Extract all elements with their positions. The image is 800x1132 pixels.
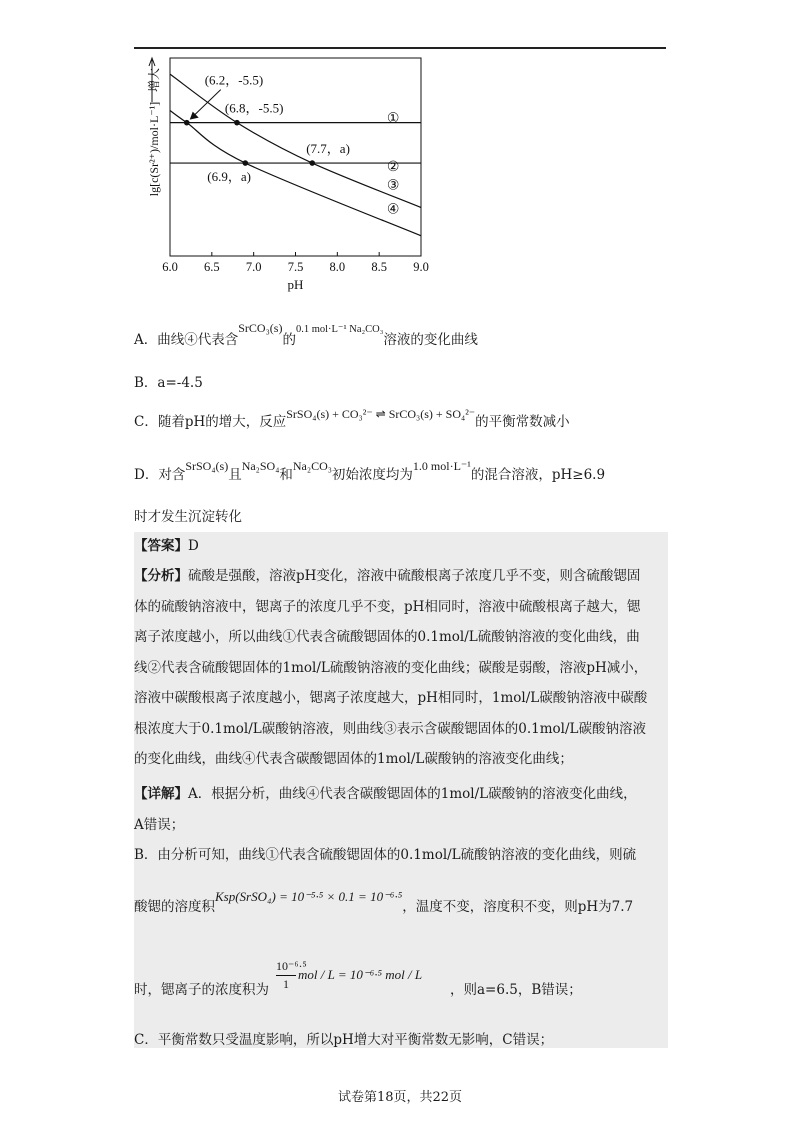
- option-d-formula-2: Na₂SO₄: [241, 459, 280, 473]
- option-d-formula-4: 1.0 mol·L⁻¹: [412, 459, 471, 473]
- y-arrow-label: 增大: [147, 67, 161, 93]
- x-tick-label: 6.0: [162, 260, 178, 274]
- x-tick-label: 8.5: [371, 260, 387, 274]
- analysis-line: 离子浓度越小，所以曲线①代表含硫酸锶固体的0.1mol/L硫酸钠溶液的变化曲线，曲: [134, 629, 640, 645]
- option-c-formula: SrSO₄(s) + CO₃²⁻ ⇌ SrCO₃(s) + SO₄²⁻: [286, 407, 476, 421]
- fraction: [276, 958, 307, 993]
- point-label: (6.9，a): [207, 169, 251, 185]
- data-point: [234, 120, 240, 126]
- analysis-label: 【分析】: [134, 568, 188, 584]
- detail-b-text-3: 时，锶离子的浓度积为: [134, 982, 269, 998]
- point-label: (7.7，a): [306, 141, 350, 157]
- option-d-text-4: 初始浓度均为: [331, 467, 413, 483]
- analysis-line: 溶液中碳酸根离子浓度越小，锶离子浓度越大，pH相同时，1mol/L碳酸钠溶液中碳酸: [134, 690, 648, 706]
- plot-frame: [170, 58, 421, 256]
- detail-line: [134, 779, 664, 810]
- detail-b-text: 酸锶的溶度积: [134, 899, 215, 915]
- option-a-text-2: 的: [282, 332, 296, 348]
- option-d-text-3: 和: [279, 467, 293, 483]
- option-a-formula-2: 0.1 mol·L⁻¹ Na₂CO₃: [295, 324, 384, 335]
- x-tick-label: 7.5: [287, 260, 304, 274]
- data-point: [184, 120, 190, 126]
- page-footer: 试卷第18页，共22页: [337, 1090, 463, 1105]
- series-label-1: ①: [386, 111, 400, 127]
- detail-c: C．平衡常数只受温度影响，所以pH增大对平衡常数无影响，C错误；: [134, 1032, 554, 1048]
- point-label: (6.8，-5.5): [224, 100, 284, 116]
- fraction-denominator: 1: [283, 977, 289, 991]
- series-label-3: ③: [386, 178, 400, 194]
- detail-b-conc-line: [134, 980, 269, 1000]
- analysis-line: 根浓度大于0.1mol/L碳酸钠溶液，则曲线③表示含碳酸锶固体的0.1mol/L碳酸钠溶液: [134, 720, 646, 737]
- option-c-text: C．随着pH的增大，反应: [134, 414, 287, 430]
- option-b: B．a=-4.5: [134, 375, 203, 391]
- analysis-line: 的变化曲线，曲线④代表含碳酸锶固体的1mol/L碳酸钠的溶液变化曲线；: [134, 751, 573, 767]
- option-d-text: D．对含: [134, 467, 186, 483]
- analysis-block: [134, 561, 664, 775]
- analysis-text: 硫酸是强酸，溶液pH变化，溶液中硫酸根离子浓度几乎不变，则含硫酸锶固: [188, 568, 641, 584]
- option-c: [134, 407, 570, 432]
- concentration-formula: mol / L = 10⁻⁶·⁵ mol / L: [298, 967, 423, 982]
- detail-line: B．由分析可知，曲线①代表含硫酸锶固体的0.1mol/L硫酸钠溶液的变化曲线，则硫: [134, 847, 637, 863]
- detail-line: A错误；: [134, 816, 185, 833]
- ksp-formula: Ksp(SrSO₄) = 10⁻⁵·⁵ × 0.1 = 10⁻⁶·⁵: [215, 889, 403, 904]
- detail-text: A．根据分析，曲线④代表含碳酸锶固体的1mol/L碳酸钠的溶液变化曲线，: [188, 786, 637, 802]
- x-tick-label: 7.0: [245, 260, 262, 274]
- detail-block: [134, 779, 664, 871]
- series-label-4: ④: [386, 202, 400, 218]
- data-point: [309, 160, 315, 166]
- option-d: [134, 459, 606, 485]
- answer-value: D: [188, 538, 199, 554]
- analysis-line: [134, 561, 664, 592]
- answer-label: 【答案】: [134, 538, 188, 554]
- x-tick-label: 6.5: [204, 260, 220, 274]
- header-rule: [134, 47, 666, 49]
- option-a-text: A．曲线④代表含: [134, 332, 239, 348]
- option-a-text-3: 溶液的变化曲线: [383, 332, 478, 348]
- option-d-text-5: 的混合溶液，pH≥6.9: [470, 467, 606, 483]
- data-point: [243, 160, 249, 166]
- option-d-formula-1: SrSO₄(s): [185, 459, 229, 473]
- option-c-text-2: 的平衡常数减小: [475, 414, 570, 430]
- option-d-text-2: 且: [228, 467, 242, 483]
- detail-b-text-2: ，温度不变，溶度积不变，则pH为7.7: [402, 899, 634, 915]
- point-label: (6.2，-5.5): [204, 72, 264, 88]
- fraction-numerator: 10⁻⁶·⁵: [276, 958, 296, 976]
- x-tick-label: 9.0: [413, 260, 429, 274]
- solubility-chart: [120, 55, 440, 295]
- series-label-2: ②: [386, 160, 400, 176]
- option-d-continued: 时才发生沉淀转化: [134, 509, 242, 525]
- x-axis-label: pH: [287, 277, 304, 292]
- detail-b-result: ，则a=6.5，B错误；: [450, 982, 582, 998]
- detail-b-ksp-line: [134, 889, 634, 917]
- option-a-formula-1: SrCO₃(s): [238, 321, 283, 335]
- analysis-line: 体的硫酸钠溶液中，锶离子的浓度几乎不变，pH相同时，溶液中硫酸根离子越大，锶: [134, 598, 641, 615]
- option-d-formula-3: Na₂CO₃: [292, 459, 332, 473]
- x-tick-label: 8.0: [329, 260, 346, 274]
- detail-label: 【详解】: [134, 786, 188, 802]
- analysis-line: 线②代表含硫酸锶固体的1mol/L硫酸钠溶液的变化曲线；碳酸是弱酸，溶液pH减小，: [134, 659, 648, 676]
- answer-line: [134, 531, 664, 562]
- y-axis-label: lg[c(Sr²⁺)/mol·L⁻¹]: [147, 101, 161, 197]
